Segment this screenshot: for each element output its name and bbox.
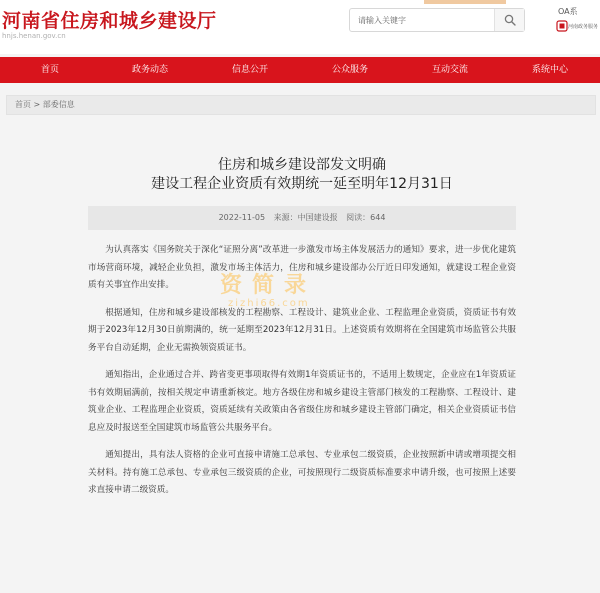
watermark-url: zizhi66.com xyxy=(228,298,310,309)
article-paragraph: 通知指出，企业通过合并、跨省变更事项取得有效期1年资质证书的，不适用上数规定，企业应在1年资质证书有效期届满前，按相关规定申请重新核定。地方各级住房和城乡建设主管部门核发的工程勘察、工程设计、建筑业企业、工程监理企业资质，资质延续有关政策由各省级住房和城乡建设主管部门确定，相关企业资质证书信息应及时报送至全国建筑市场监管公共服务平台。 xyxy=(88,370,516,433)
search-icon xyxy=(504,14,516,26)
article xyxy=(88,120,516,593)
nav-item-home[interactable]: 首页 xyxy=(40,65,59,75)
watermark: 资简录 xyxy=(220,273,317,298)
nav-item-system-center[interactable]: 系统中心 xyxy=(531,65,568,75)
article-meta xyxy=(88,206,516,230)
nav-item-interaction[interactable]: 互动交流 xyxy=(431,65,468,75)
search-input[interactable] xyxy=(350,9,494,31)
search-button[interactable] xyxy=(494,9,524,31)
gov-service-logo-icon[interactable] xyxy=(556,20,568,32)
article-paragraph: 通知提出，具有法人资格的企业可直接申请施工总承包、专业承包二级资质，企业按照新申请或增项提交相关材料。持有施工总承包、专业承包三级资质的企业，可按照现行二级资质标准要求申请升级，也可按照上述要求直接申请二级资质。 xyxy=(88,450,516,495)
gov-service-logo-caption: 河南政务服务 xyxy=(568,24,599,30)
oa-system-link[interactable]: OA系 xyxy=(558,7,578,16)
search-box xyxy=(349,8,525,32)
breadcrumb xyxy=(6,95,596,115)
top-accent-strip xyxy=(424,0,506,4)
article-source: 来源：中国建设报 xyxy=(273,213,338,222)
article-paragraph: 根据通知，住房和城乡建设部核发的工程勘察、工程设计、建筑业企业、工程监理企业资质，资质证书有效期于2023年12月30日前期满的，统一延期至2023年12月31日。上述资质有效期将在全国建筑市场监管公共服务平台自动延期，企业无需换领资质证书。 xyxy=(88,307,516,353)
site-url: hnjs.henan.gov.cn xyxy=(2,32,66,40)
breadcrumb-home[interactable]: 首页 xyxy=(15,100,31,109)
site-title[interactable]: 河南省住房和城乡建设厅 xyxy=(2,10,217,32)
breadcrumb-separator: > xyxy=(33,100,41,109)
nav-item-disclosure[interactable]: 信息公开 xyxy=(231,65,268,75)
article-date: 2022-11-05 xyxy=(218,213,266,222)
nav-item-news[interactable]: 政务动态 xyxy=(131,65,168,75)
main-nav xyxy=(0,57,600,83)
site-header xyxy=(0,0,600,54)
article-title-line2: 建设工程企业资质有效期统一延至明年12月31日 xyxy=(151,176,453,192)
nav-item-public-service[interactable]: 公众服务 xyxy=(331,65,368,75)
article-paragraph: 为认真落实《国务院关于深化“证照分离”改革进一步激发市场主体发展活力的通知》要求，进一步优化建筑市场营商环境，减轻企业负担，激发市场主体活力，住房和城乡建设部办公厅近日印发通知，就建设工程企业资质有关事宜作出安排。 xyxy=(88,245,516,290)
breadcrumb-current[interactable]: 部委信息 xyxy=(42,100,75,109)
article-views: 阅读：644 xyxy=(346,213,386,222)
article-title-line1: 住房和城乡建设部发文明确 xyxy=(218,157,386,173)
